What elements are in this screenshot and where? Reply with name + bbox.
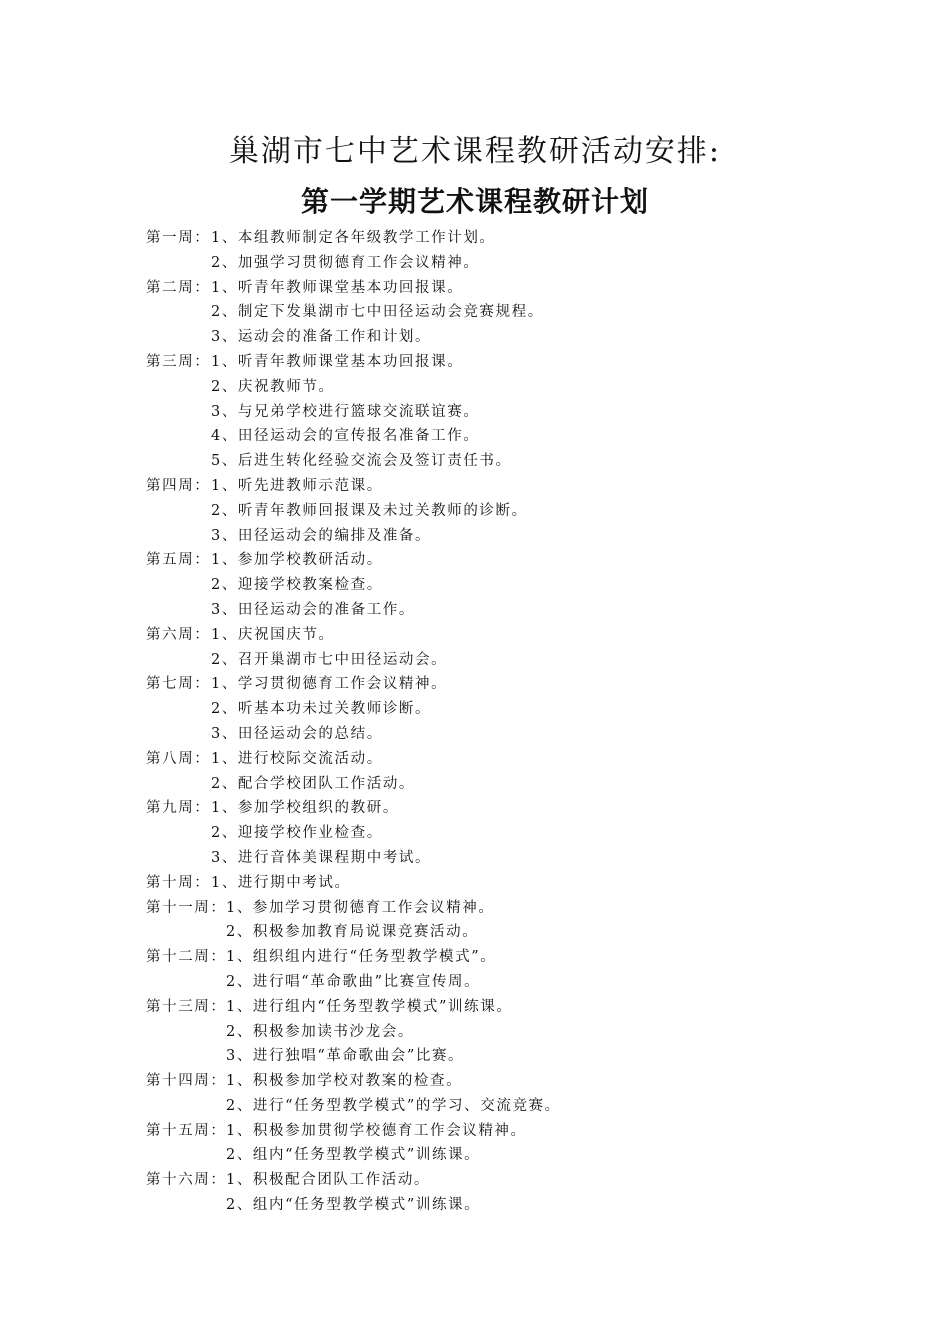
plan-line [146, 1069, 846, 1094]
plan-line [146, 548, 846, 573]
plan-line [146, 1193, 846, 1218]
plan-line [146, 226, 846, 251]
plan-line [146, 350, 846, 375]
plan-item: 1、进行组内“任务型教学模式”训练课。 [226, 998, 513, 1015]
plan-line [146, 796, 846, 821]
plan-item: 2、听青年教师回报课及未过关教师的诊断。 [211, 502, 528, 519]
week-label: 第十六周： [146, 1172, 227, 1189]
plan-item: 1、积极参加贯彻学校德育工作会议精神。 [226, 1122, 527, 1139]
plan-item: 2、庆祝教师节。 [211, 378, 335, 395]
plan-line [146, 722, 846, 747]
plan-item: 2、召开巢湖市七中田径运动会。 [211, 651, 448, 668]
week-label: 第十五周： [146, 1122, 227, 1139]
plan-item: 1、积极参加学校对教案的检查。 [226, 1073, 463, 1090]
plan-line [146, 474, 846, 499]
week-block [146, 623, 846, 673]
plan-item: 1、参加学习贯彻德育工作会议精神。 [226, 899, 495, 916]
week-label: 第九周： [146, 800, 211, 817]
week-block [146, 896, 846, 946]
plan-item: 1、参加学校组织的教研。 [211, 800, 399, 817]
plan-line [146, 276, 846, 301]
week-block [146, 474, 846, 548]
plan-item: 2、组内“任务型教学模式”训练课。 [226, 1147, 481, 1164]
weekly-plan-list [146, 226, 846, 1218]
plan-item: 3、与兄弟学校进行篮球交流联谊赛。 [211, 403, 480, 420]
plan-item: 2、迎接学校教案检查。 [211, 577, 383, 594]
plan-line [146, 995, 846, 1020]
week-block [146, 945, 846, 995]
plan-item: 1、庆祝国庆节。 [211, 626, 335, 643]
plan-line [146, 821, 846, 846]
week-block [146, 1119, 846, 1169]
week-label: 第十三周： [146, 998, 227, 1015]
plan-item: 2、加强学习贯彻德育工作会议精神。 [211, 254, 480, 271]
plan-line [146, 1094, 846, 1119]
week-label: 第二周： [146, 279, 211, 296]
plan-item: 3、田径运动会的编排及准备。 [211, 527, 432, 544]
plan-item: 2、进行“任务型教学模式”的学习、交流竞赛。 [226, 1097, 561, 1114]
plan-line [146, 896, 846, 921]
week-block [146, 871, 846, 896]
document-subtitle: 第一学期艺术课程教研计划 [300, 185, 649, 218]
plan-item: 4、田径运动会的宣传报名准备工作。 [211, 428, 480, 445]
plan-item: 3、田径运动会的准备工作。 [211, 601, 416, 618]
week-block [146, 796, 846, 870]
plan-item: 2、组内“任务型教学模式”训练课。 [226, 1197, 481, 1214]
plan-item: 2、积极参加教育局说课竞赛活动。 [226, 924, 479, 941]
plan-line [146, 1119, 846, 1144]
document-title: 巢湖市七中艺术课程教研活动安排: [228, 134, 722, 169]
plan-line [146, 524, 846, 549]
plan-item: 1、进行校际交流活动。 [211, 750, 383, 767]
week-label: 第十四周： [146, 1073, 227, 1090]
plan-line [146, 424, 846, 449]
plan-item: 5、后进生转化经验交流会及签订责任书。 [211, 453, 512, 470]
plan-line [146, 945, 846, 970]
week-label: 第六周： [146, 626, 211, 643]
plan-line [146, 573, 846, 598]
plan-line [146, 499, 846, 524]
plan-item: 3、田径运动会的总结。 [211, 725, 383, 742]
plan-line [146, 672, 846, 697]
plan-item: 1、参加学校教研活动。 [211, 552, 383, 569]
plan-line [146, 1020, 846, 1045]
plan-item: 1、本组教师制定各年级教学工作计划。 [211, 230, 496, 246]
week-block [146, 350, 846, 474]
week-block [146, 548, 846, 622]
plan-item: 2、听基本功未过关教师诊断。 [211, 701, 432, 718]
plan-line [146, 1168, 846, 1193]
week-label: 第八周： [146, 750, 211, 767]
plan-item: 2、迎接学校作业检查。 [211, 825, 383, 842]
plan-line [146, 920, 846, 945]
plan-line [146, 623, 846, 648]
plan-line [146, 1143, 846, 1168]
plan-item: 1、学习贯彻德育工作会议精神。 [211, 676, 448, 693]
plan-line [146, 846, 846, 871]
plan-item: 2、进行唱“革命歌曲”比赛宣传周。 [226, 973, 481, 990]
plan-item: 2、制定下发巢湖市七中田径运动会竞赛规程。 [211, 304, 544, 321]
plan-line [146, 1044, 846, 1069]
plan-line [146, 871, 846, 896]
week-block [146, 226, 846, 276]
week-block [146, 995, 846, 1069]
plan-line [146, 325, 846, 350]
plan-item: 1、听青年教师课堂基本功回报课。 [211, 279, 464, 296]
plan-item: 3、进行独唱“革命歌曲会”比赛。 [226, 1048, 465, 1065]
plan-line [146, 251, 846, 276]
plan-line [146, 697, 846, 722]
plan-line [146, 970, 846, 995]
plan-item: 1、组织组内进行“任务型教学模式”。 [226, 949, 497, 966]
plan-line [146, 747, 846, 772]
plan-item: 3、进行音体美课程期中考试。 [211, 849, 432, 866]
plan-line [146, 375, 846, 400]
week-label: 第一周： [146, 230, 211, 246]
week-block [146, 1069, 846, 1119]
plan-item: 1、听先进教师示范课。 [211, 477, 383, 494]
week-label: 第十周： [146, 874, 211, 891]
week-label: 第十二周： [146, 949, 227, 966]
week-block [146, 747, 846, 797]
plan-line [146, 772, 846, 797]
plan-item: 1、积极配合团队工作活动。 [226, 1172, 431, 1189]
week-block [146, 1168, 846, 1218]
plan-item: 1、进行期中考试。 [211, 874, 351, 891]
plan-item: 1、听青年教师课堂基本功回报课。 [211, 353, 464, 370]
week-label: 第十一周： [146, 899, 227, 916]
week-label: 第五周： [146, 552, 211, 569]
plan-item: 3、运动会的准备工作和计划。 [211, 329, 432, 346]
week-label: 第四周： [146, 477, 211, 494]
plan-line [146, 400, 846, 425]
plan-item: 2、配合学校团队工作活动。 [211, 775, 416, 792]
plan-line [146, 300, 846, 325]
week-block [146, 672, 846, 746]
plan-item: 2、积极参加读书沙龙会。 [226, 1023, 414, 1040]
week-label: 第三周： [146, 353, 211, 370]
plan-line [146, 648, 846, 673]
week-label: 第七周： [146, 676, 211, 693]
plan-line [146, 598, 846, 623]
week-block [146, 276, 846, 350]
plan-line [146, 449, 846, 474]
